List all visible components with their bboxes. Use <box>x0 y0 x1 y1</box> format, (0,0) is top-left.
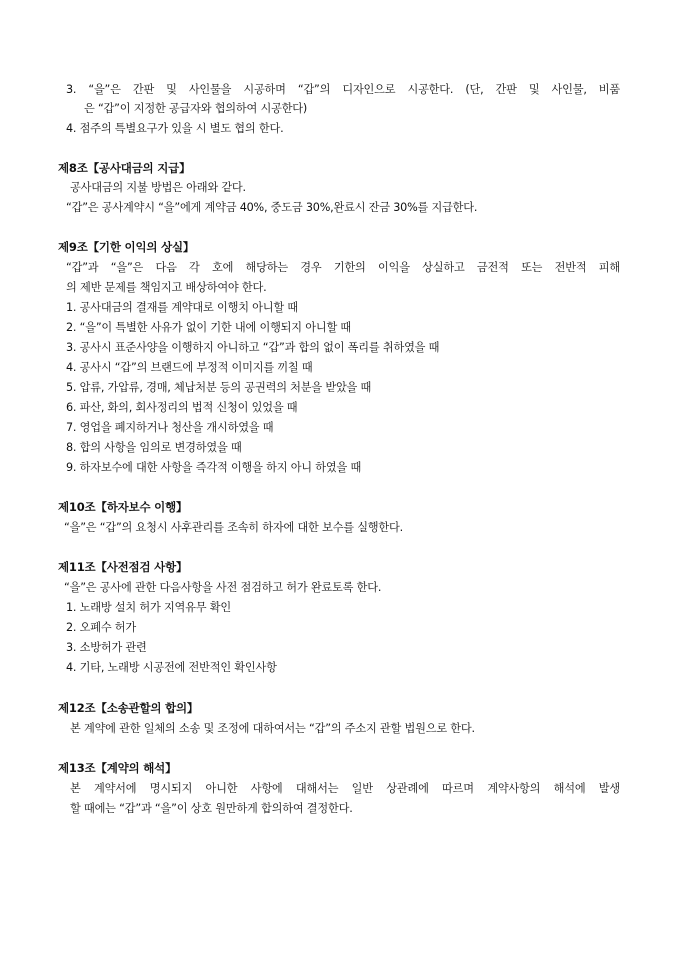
article-9-intro-1: “갑”과 “을”은 다음 각 호에 해당하는 경우 기한의 이익을 상실하고 금전적 또는 전반적 피해 <box>66 261 620 274</box>
top-item-3: 3. “을”은 간판 및 사인물을 시공하며 “갑”의 디자인으로 시공한다. (단, 간판 및 사인물, 비품 <box>66 83 620 96</box>
article-9-item-5: 5. 압류, 가압류, 경매, 체납처분 등의 공권력의 처분을 받았을 때 <box>66 381 372 394</box>
article-9-item-3: 3. 공사시 표준사양을 이행하지 아니하고 “갑”과 합의 없이 폭리를 취하였을 때 <box>66 341 440 354</box>
article-13-heading: 제13조【계약의 해석】 <box>58 761 177 775</box>
article-13-line-1: 본 계약서에 명시되지 아니한 사항에 대해서는 일반 상관례에 따르며 계약사항의 해석에 발생 <box>70 782 620 795</box>
article-11-item-2: 2. 오폐수 허가 <box>66 621 137 634</box>
article-8-line-1: 공사대금의 지불 방법은 아래와 같다. <box>70 181 246 194</box>
article-11-item-4: 4. 기타, 노래방 시공전에 전반적인 확인사항 <box>66 661 277 674</box>
article-10-line-1: “을”은 “갑”의 요청시 사후관리를 조속히 하자에 대한 보수를 실행한다. <box>64 521 403 534</box>
article-9-item-7: 7. 영업을 폐지하거나 청산을 개시하였을 때 <box>66 421 274 434</box>
article-9-item-8: 8. 합의 사항을 임의로 변경하였을 때 <box>66 441 242 454</box>
top-item-3-cont: 은 “갑”이 지정한 공급자와 협의하여 시공한다) <box>84 102 308 115</box>
article-9-item-6: 6. 파산, 화의, 회사정리의 법적 신청이 있었을 때 <box>66 401 298 414</box>
article-13-line-2: 할 때에는 “갑”과 “을”이 상호 원만하게 합의하여 결정한다. <box>70 802 353 815</box>
article-9-intro-2: 의 제반 문제를 책임지고 배상하여야 한다. <box>66 281 267 294</box>
article-9-item-4: 4. 공사시 “갑”의 브랜드에 부정적 이미지를 끼칠 때 <box>66 361 313 374</box>
article-11-item-1: 1. 노래방 설치 허가 지역유무 확인 <box>66 601 231 614</box>
article-8-heading: 제8조【공사대금의 지급】 <box>58 161 191 175</box>
article-11-item-3: 3. 소방허가 관련 <box>66 641 147 654</box>
article-12-line-1: 본 계약에 관한 일체의 소송 및 조정에 대하여서는 “갑”의 주소지 관할 법원으로 한다. <box>70 722 475 735</box>
article-9-item-2: 2. “을”이 특별한 사유가 없이 기한 내에 이행되지 아니할 때 <box>66 321 352 334</box>
article-11-heading: 제11조【사전점검 사항】 <box>58 560 188 574</box>
article-10-heading: 제10조【하자보수 이행】 <box>58 500 188 514</box>
article-12-heading: 제12조【소송관할의 합의】 <box>58 701 199 715</box>
top-item-4: 4. 점주의 특별요구가 있을 시 별도 협의 한다. <box>66 122 284 135</box>
article-8-line-2: “갑”은 공사계약시 “을”에게 계약금 40%, 중도금 30%,완료시 잔금 30%를 지급한다. <box>66 201 478 214</box>
article-9-heading: 제9조【기한 이익의 상실】 <box>58 240 195 254</box>
article-11-intro: “을”은 공사에 관한 다음사항을 사전 점검하고 허가 완료토록 한다. <box>64 581 382 594</box>
article-9-item-1: 1. 공사대금의 결재를 계약대로 이행치 아니할 때 <box>66 301 298 314</box>
article-9-item-9: 9. 하자보수에 대한 사항을 즉각적 이행을 하지 아니 하였을 때 <box>66 461 362 474</box>
